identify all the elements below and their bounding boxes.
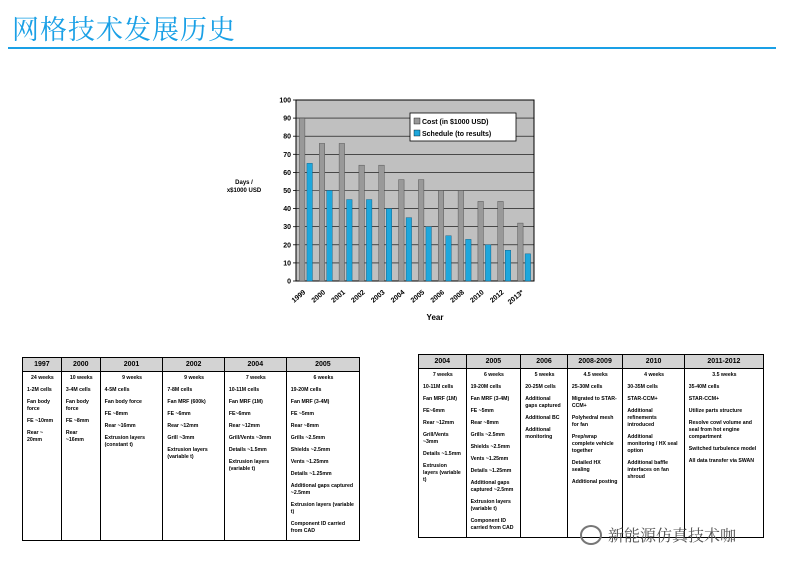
table-list-item: 25-30M cells [571, 384, 603, 391]
table-column-cell [100, 372, 163, 541]
table-list-item: Migrated to STAR-CCM+ [571, 396, 617, 410]
y-tick-label: 50 [283, 188, 291, 195]
table-header-cell: 2010 [623, 355, 684, 369]
table-list-item: Rear ~12mm [423, 420, 455, 427]
bar-schedule [485, 245, 491, 281]
bar-cost [319, 143, 325, 281]
x-tick-label: 2004 [389, 289, 407, 305]
table-list-item: Fan body force [65, 399, 89, 413]
table-list-item: Fan body force [27, 399, 51, 413]
bar-schedule [505, 250, 511, 281]
table-list-item: Rear ~8mm [470, 420, 499, 427]
legend-swatch [414, 130, 420, 136]
table-list-item: Details ~1.5mm [228, 447, 267, 454]
table-list-item: Rear ~16mm [65, 430, 84, 444]
table-list-item: Fan MRF (3-4M) [470, 396, 510, 403]
table-column-cell [419, 369, 467, 538]
y-tick-label: 60 [283, 169, 291, 177]
table-list-item: Prep/wrap complete vehicle together [571, 434, 614, 455]
table-header-cell: 2004 [224, 358, 286, 372]
y-tick-label: 100 [279, 97, 291, 105]
table-list-item: Grills ~2.5mm [470, 432, 505, 439]
table-list-item: Grill/Vents ~3mm [228, 435, 272, 442]
bar-cost [418, 180, 424, 281]
bar-cost [379, 165, 385, 281]
duration-label: 7 weeks [245, 375, 266, 381]
table-list-item: Additional posting [571, 479, 618, 486]
watermark [580, 523, 736, 546]
table-list-item: Extrusion layers (variable t) [423, 463, 461, 484]
bar-schedule [406, 218, 412, 281]
table-list-item: Additional gaps captured ~2.5mm [290, 483, 354, 497]
x-tick-label: 1999 [290, 289, 308, 305]
bar-cost [498, 201, 504, 281]
page-title: 网格技术发展历史 [12, 15, 236, 46]
table-list-item: Details ~1.25mm [290, 471, 332, 478]
table-list-item: Grill ~3mm [167, 435, 195, 442]
x-tick-label: 2003 [370, 289, 387, 305]
table-column-cell [61, 372, 100, 541]
duration-label: 24 weeks [31, 375, 54, 381]
table-list-item: Detailed HX sealing [571, 460, 601, 474]
table-list-item: FE ~5mm [470, 408, 494, 415]
table-list-item: All data transfer via SWAN [688, 458, 754, 465]
table-header-cell: 2002 [163, 358, 224, 372]
table-list-item: Shields ~2.5mm [470, 444, 510, 451]
bar-schedule [386, 209, 392, 281]
table-list-item: Utilize parts structure [688, 408, 743, 415]
history-table-left [22, 357, 360, 541]
table-list-item: FE ~8mm [104, 411, 128, 418]
table-list-item: 4-5M cells [104, 387, 130, 394]
table-list-item: 7-8M cells [167, 387, 193, 394]
cost-schedule-chart [200, 90, 540, 325]
bar-cost [359, 165, 365, 281]
duration-label: 5 weeks [534, 372, 555, 378]
y-tick-label: 70 [283, 151, 291, 159]
duration-label: 7 weeks [432, 372, 453, 378]
table-list-item: Fan MRF (1M) [228, 399, 263, 406]
bar-schedule [525, 254, 531, 281]
table-list-item: 1-2M cells [27, 387, 52, 394]
table-list-item: FE ~8mm [65, 418, 90, 425]
table-list-item: Fan MRF (3-4M) [290, 399, 330, 406]
table-column-cell [23, 372, 62, 541]
table-column-cell [224, 372, 286, 541]
table-list-item: Additional gaps captured [525, 396, 561, 410]
duration-label: 10 weeks [69, 375, 93, 381]
bar-cost [518, 223, 524, 281]
y-tick-label: 80 [283, 133, 291, 141]
table-list-item: Grills ~2.5mm [290, 435, 325, 442]
table-list-item: Rear ~16mm [104, 423, 136, 430]
table-list-item: Grill/Vents ~3mm [423, 432, 449, 446]
x-tick-label: 2006 [429, 289, 447, 305]
bar-schedule [466, 239, 472, 281]
table-column-cell [163, 372, 224, 541]
duration-label: 9 weeks [184, 375, 205, 381]
table-list-item: Resolve cowl volume and seal from hot engine compartment [688, 420, 752, 441]
wechat-icon [580, 525, 602, 545]
table-list-item: Additional refinements introduced [627, 408, 657, 429]
table-column-cell [521, 369, 568, 538]
table-column-cell [623, 369, 684, 538]
table-list-item: 30-35M cells [627, 384, 658, 391]
table-list-item: Extrusion layers (constant t) [104, 435, 146, 449]
table-header-cell: 2001 [100, 358, 163, 372]
table-column-cell [567, 369, 623, 538]
table-list-item: Rear ~8mm [290, 423, 319, 430]
table-list-item: Extrusion layers (variable t) [470, 499, 511, 513]
table-list-item: Rear ~ 20mm [27, 430, 44, 444]
x-tick-label: 2010 [469, 289, 486, 305]
table-list-item: Rear ~12mm [228, 423, 260, 430]
table-list-item: Additional monitoring [525, 427, 553, 441]
x-tick-label: 2005 [409, 289, 427, 305]
table-header-cell: 1997 [23, 358, 62, 372]
duration-label: 6 weeks [313, 375, 334, 381]
y-tick-label: 20 [283, 242, 291, 250]
x-tick-label: 2012 [489, 289, 506, 305]
table-list-item: Vents ~1.25mm [290, 459, 329, 466]
y-tick-label: 90 [283, 115, 291, 123]
table-list-item: Additional gaps captured ~2.5mm [470, 480, 514, 494]
table-list-item: Vents ~1.25mm [470, 456, 509, 463]
bar-cost [339, 143, 345, 281]
y-axis-title-line1: Days / [235, 180, 253, 186]
table-list-item: Component ID carried from CAD [470, 518, 514, 532]
x-tick-label: 2002 [350, 289, 367, 305]
legend-label: Cost (in $1000 USD) [422, 119, 489, 126]
y-tick-label: 30 [283, 224, 291, 232]
table-list-item: Fan MRF (1M) [423, 396, 458, 403]
table-list-item: 35-40M cells [688, 384, 720, 391]
table-column-cell [684, 369, 763, 538]
table-list-item: Details ~1.25mm [470, 468, 512, 475]
bar-cost [399, 180, 405, 281]
legend-swatch [414, 118, 420, 124]
table-list-item: 19-20M cells [470, 384, 502, 391]
table-header-cell: 2004 [419, 355, 467, 369]
table-column-cell [286, 372, 359, 541]
bar-schedule [446, 236, 452, 281]
table-header-cell: 2005 [286, 358, 359, 372]
table-list-item: 10-11M cells [228, 387, 260, 394]
bar-cost [299, 118, 305, 281]
table-list-item: FE ~6mm [167, 411, 191, 418]
table-list-item: Component ID carried from CAD [290, 521, 345, 535]
x-tick-label: 2013* [506, 289, 526, 307]
duration-label: 4 weeks [644, 372, 665, 378]
table-list-item: 3-4M cells [65, 387, 91, 394]
table-header-cell: 2005 [466, 355, 521, 369]
x-tick-label: 2000 [310, 289, 328, 305]
table-list-item: FE ~5mm [290, 411, 315, 418]
x-axis-title: Year [426, 313, 444, 322]
bar-cost [438, 191, 444, 282]
table-list-item: Additional monitoring / HX seal option [627, 434, 678, 455]
table-list-item: FE~6mm [228, 411, 251, 418]
table-list-item: Details ~1.5mm [423, 451, 461, 458]
table-header-cell: 2006 [521, 355, 568, 369]
table-column-cell [466, 369, 521, 538]
bar-schedule [307, 163, 313, 281]
duration-label: 6 weeks [483, 372, 504, 378]
duration-label: 3.5 weeks [712, 372, 737, 378]
y-tick-label: 10 [283, 260, 291, 268]
bar-cost [458, 191, 464, 282]
duration-label: 4.5 weeks [583, 372, 608, 378]
table-header-cell: 2008-2009 [567, 355, 623, 369]
title-divider [8, 47, 776, 49]
table-list-item: Additional BC [525, 415, 560, 422]
table-header-cell: 2011-2012 [684, 355, 763, 369]
y-tick-label: 0 [287, 278, 291, 286]
history-table-right [418, 354, 764, 538]
table-list-item: STAR-CCM+ [688, 396, 720, 403]
table-list-item: Fan MRF (600k) [167, 399, 206, 406]
table-list-item: Extrusion layers (variable t) [290, 502, 354, 516]
table-list-item: 20-25M cells [525, 384, 556, 391]
table-list-item: 19-20M cells [290, 387, 322, 394]
table-list-item: Fan body force [104, 399, 142, 406]
bar-schedule [426, 227, 432, 281]
table-list-item: Extrusion layers (variable t) [167, 447, 208, 461]
table-list-item: STAR-CCM+ [627, 396, 658, 403]
watermark-text: 新能源仿真技术咖 [608, 526, 737, 545]
bar-schedule [347, 200, 353, 281]
table-list-item: FE~6mm [423, 408, 445, 415]
y-axis-title-line2: x$1000 USD [226, 188, 262, 194]
bar-schedule [366, 200, 372, 281]
table-header-cell: 2000 [61, 358, 100, 372]
table-list-item: Rear ~12mm [167, 423, 199, 430]
table-list-item: FE ~10mm [27, 418, 54, 425]
table-list-item: Extrusion layers (variable t) [228, 459, 270, 473]
table-list-item: Polyhedral mesh for fan [571, 415, 614, 429]
table-list-item: Switched turbulence model [688, 446, 757, 453]
table-list-item: 10-11M cells [423, 384, 454, 391]
legend-label: Schedule (to results) [422, 131, 492, 138]
x-tick-label: 2008 [449, 289, 466, 305]
table-list-item: Additional baffle interfaces on fan shroud [627, 460, 669, 481]
bar-schedule [327, 191, 333, 282]
y-tick-label: 40 [283, 206, 291, 214]
table-list-item: Shields ~2.5mm [290, 447, 331, 454]
bar-cost [478, 201, 484, 281]
duration-label: 9 weeks [122, 375, 142, 381]
x-tick-label: 2001 [330, 289, 347, 305]
